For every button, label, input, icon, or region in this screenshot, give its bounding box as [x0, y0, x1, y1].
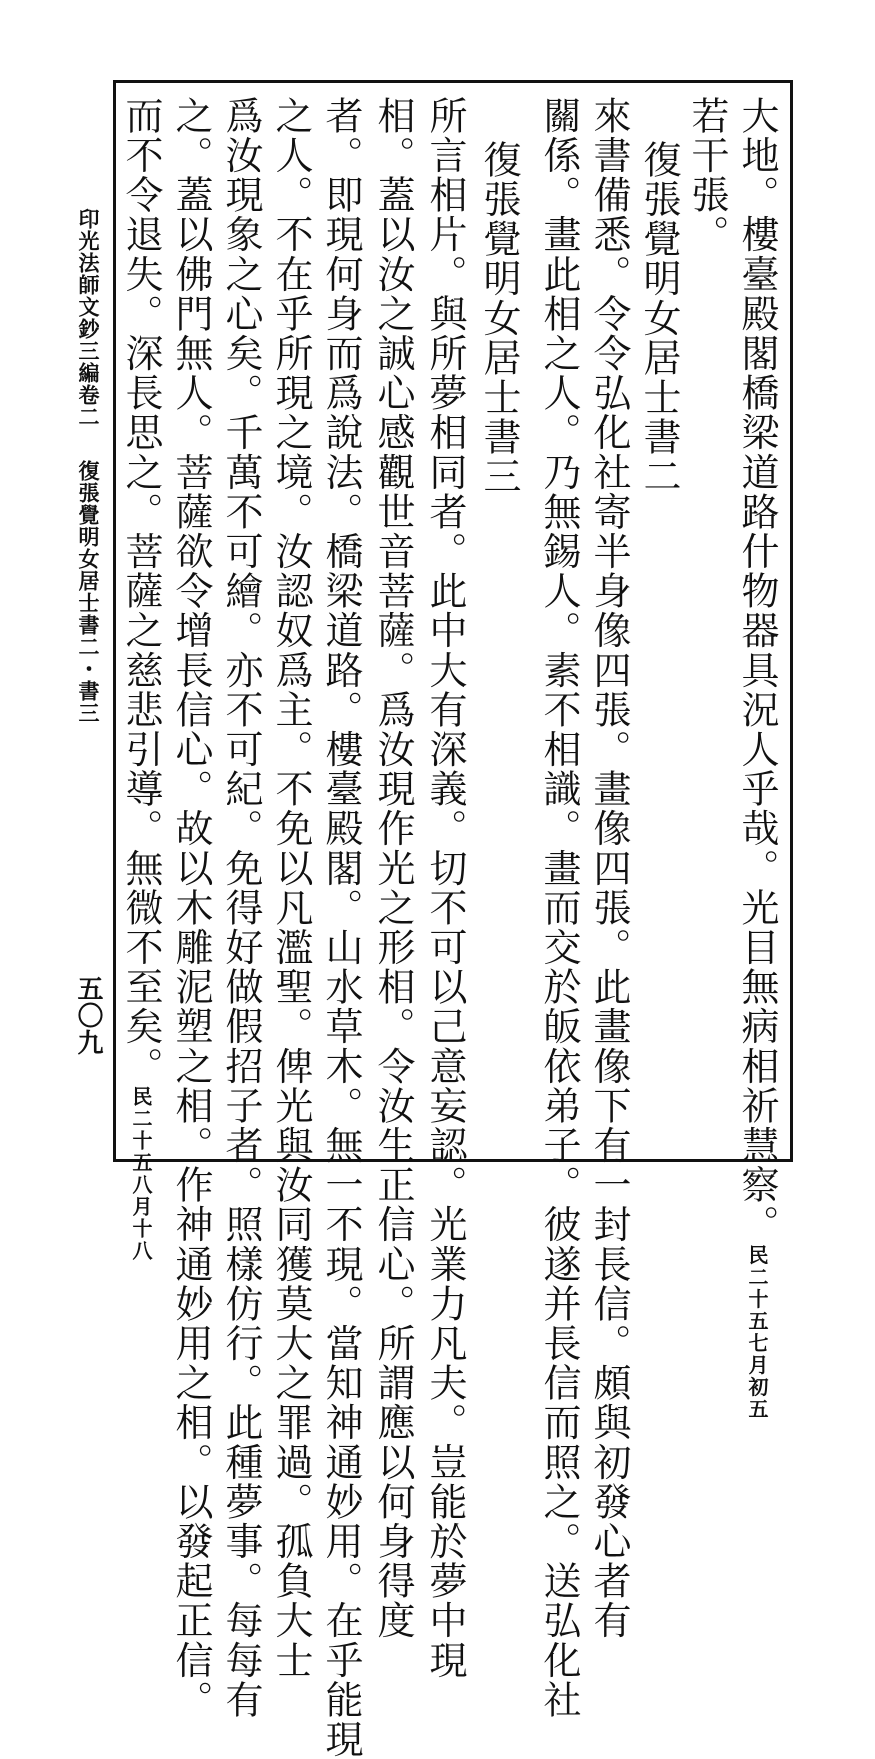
text-column-1: 大地。樓臺殿閣橋梁道路什物器具況人乎哉。光目無病相祈慧察。民二十五七月初五: [735, 96, 779, 1421]
date-note: 民二十五八月十八: [129, 1086, 153, 1262]
text-column-4: 來書備悉。令令弘化社寄半身像四張。畫像四張。此畫像下有一封長信。頗與初發心者有: [587, 96, 631, 1641]
text-column-12: 之。蓋以佛門無人。菩薩欲令增長信心。故以木雕泥塑之相。作神通妙用之相。以發起正信。: [169, 96, 213, 1720]
text-column-11: 爲汝現象之心矣。千萬不可繪。亦不可紀。免得好做假招子者。照樣仿行。此種夢事。每每有: [219, 96, 263, 1720]
letter-heading-3: 復張覺明女居士書三: [477, 140, 521, 497]
text-column-13: 而不令退失。深長思之。菩薩之慈悲引導。無微不至矣。民二十五八月十八: [119, 96, 163, 1262]
letter-heading-2: 復張覺明女居士書二: [637, 140, 681, 497]
text-column-2: 若干張。: [685, 96, 729, 255]
date-note: 民二十五七月初五: [745, 1244, 769, 1421]
text-column-8: 相。蓋以汝之誠心感觀世音菩薩。爲汝現作光之形相。令汝生正信心。所謂應以何身得度: [371, 96, 415, 1641]
section-title: 復張覺明女居士書二・書三: [76, 460, 101, 724]
text-column-9: 者。即現何身而爲說法。橋梁道路。樓臺殿閣。山水草木。無一不現。當知神通妙用。在乎能現: [319, 96, 363, 1759]
book-title: 印光法師文鈔三編卷二: [76, 208, 101, 428]
text-column-5: 關係。畫此相之人。乃無錫人。素不相識。畫而交於皈依弟子。彼遂并長信而照之。送弘化社: [537, 96, 581, 1720]
text-column-7: 所言相片。與所夢相同者。此中大有深義。切不可以己意妄認。光業力凡夫。豈能於夢中現: [423, 96, 467, 1680]
page-number: 五〇九: [73, 975, 103, 1056]
text-column-10: 之人。不在乎所現之境。汝認奴爲主。不免以凡濫聖。俾光與汝同獲莫大之罪過。孤負大士: [269, 96, 313, 1680]
